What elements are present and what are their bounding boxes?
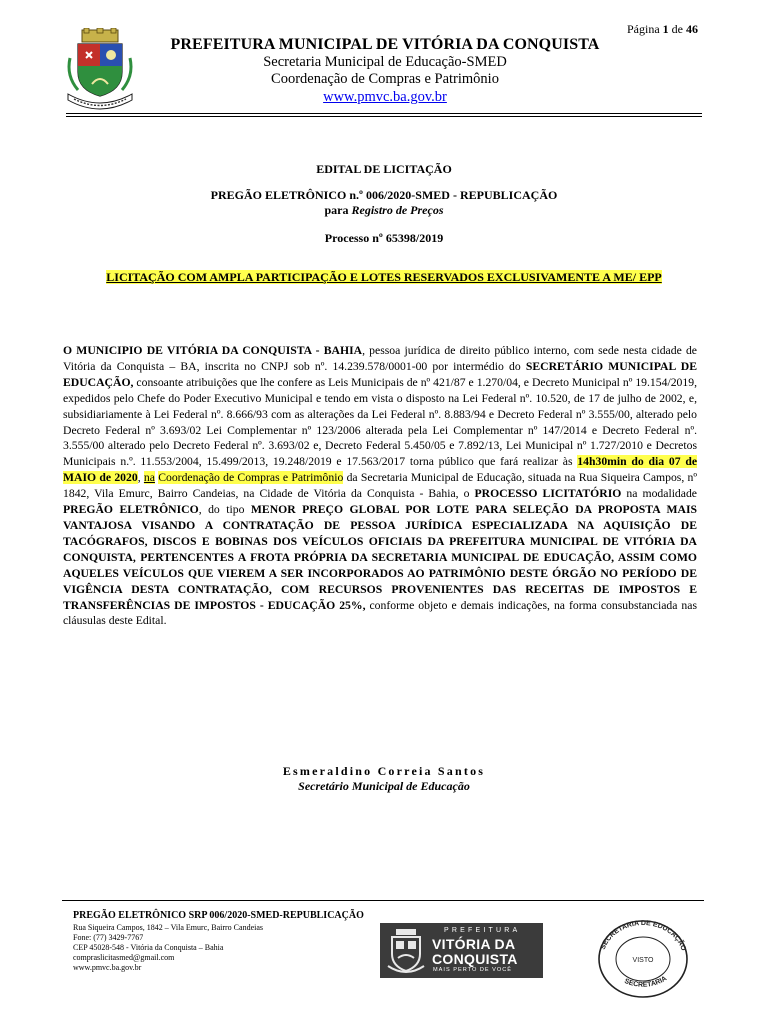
body-pregao-bold: PREGÃO ELETRÔNICO <box>63 503 199 517</box>
logo-line2: CONQUISTA <box>432 951 518 967</box>
pregao-line: PREGÃO ELETRÔNICO n.º 006/2020-SMED - REPUBLICAÇÃO <box>210 188 558 202</box>
registro-line <box>64 203 704 218</box>
processo-line: Processo nº 65398/2019 <box>324 231 444 245</box>
footer-phone: Fone: (77) 3429-7767 <box>73 933 144 942</box>
page-current: 1 <box>662 22 669 36</box>
stamp-center-text: VISTO <box>632 957 654 964</box>
page-total: 46 <box>686 22 698 36</box>
edital-title: EDITAL DE LICITAÇÃO <box>316 162 452 176</box>
body-text-4: na modalidade <box>621 487 697 501</box>
footer-email[interactable]: compraslicitasmed@gmail.com <box>73 953 175 962</box>
logo-tagline: MAIS PERTO DE VOCÊ <box>433 967 513 973</box>
org-title: PREFEITURA MUNICIPAL DE VITÓRIA DA CONQUISTA <box>170 36 600 53</box>
coat-of-arms-icon <box>64 28 136 110</box>
body-text-2: consoante atribuições que lhe confere as Leis Municipais de nº 421/87 e 1.270/04, e Decreto Municipal nº 19.154/2019, expedidos pelo Chefe do Poder Executivo Municipal e tendo em vista o disposto na Lei Federal nº. 10.520, de 17 de julho de 2002, e, subsidiariamente à Lei Federal nº. 8.666/93 com as alterações da Lei Federal nº. 8.883/94 e Decreto Federal nº 3.555/00, alterado pelo Decreto Federal nº 3.693/02 Lei Complementar nº 123/2006 alterada pela Lei Complementar nº 147/2014 e Decreto Federal nº. 3.555/00 alterado pelo Decreto Federal nº. 3.693/02 e, Decreto Federal 5.450/05 e 7.892/13, Lei Municipal nº 1.727/2010 e Decretos Municipais n.º. 11.553/2004, 15.499/2013, 19.248/2019 e 17.563/2017 torna público que fará realizar às <box>63 375 697 469</box>
footer-divider <box>62 900 704 901</box>
body-objeto-bold: MENOR PREÇO GLOBAL POR LOTE PARA SELEÇÃO DA PROPOSTA MAIS VANTAJOSA VISANDO A CONTRATAÇÃO DE PESSOA JURÍDICA ESPECIALIZADA NA AQUISIÇÃO DE TACÓGRAFOS, DISCOS E BOBINAS DOS VEÍCULOS OFICIAIS DA PREFEITURA MUNICIPAL DE VITÓRIA DA CONQUISTA, PERTENCENTES A FROTA PRÓPRIA DA SECRETARIA MUNICIPAL DE EDUCAÇÃO, ASSIM COMO AQUELES VEÍCULOS QUE VIEREM A SER INCORPORADOS AO PATRIMÔNIO DESTE ÓRGÃO NO PERÍODO DE VIGÊNCIA DESTA CONTRATAÇÃO, COM RECURSOS PROVENIENTES DAS RECEITAS DE IMPOSTOS E TRANSFERÊNCIAS DE IMPOSTOS - EDUCAÇÃO 25%, <box>63 503 698 612</box>
page-label: Página <box>627 22 660 36</box>
body-processo-bold: PROCESSO LICITATÓRIO <box>474 487 622 501</box>
body-place-highlight-b: Coordenação de Compras e Patrimônio <box>158 471 344 485</box>
signature-role: Secretário Municipal de Educação <box>298 779 470 793</box>
body-place-highlight-a: na <box>143 471 155 485</box>
registro-italic: Registro de Preços <box>351 203 444 217</box>
signature-name: Esmeraldino Correia Santos <box>282 764 486 778</box>
page-number <box>627 22 698 37</box>
stamp-bottom-text: SECRETARIA <box>623 975 669 989</box>
licitacao-banner-text: LICITAÇÃO COM AMPLA PARTICIPAÇÃO E LOTES RESERVADOS EXCLUSIVAMENTE A ME/ EPP <box>106 270 662 284</box>
body-secretario-bold: SECRETÁRIO MUNICIPAL DE EDUCAÇÃO, <box>63 359 697 389</box>
registro-prefix: para <box>324 203 349 217</box>
body-text-6: conforme objeto e demais indicações, na forma consubstanciada nas cláusulas deste Edital. <box>63 598 697 628</box>
body-text-1: , pessoa jurídica de direito público interno, com sede nesta cidade de Vitória da Conquista – BA, inscrita no CNPJ sob nº. 14.239.578/0001-00 por intermédio do <box>63 344 697 373</box>
body-date-highlight: 14h30min do dia 07 de MAIO de 2020 <box>63 455 698 485</box>
body-text-3: da Secretaria Municipal de Educação, situada na Rua Siqueira Campos, nº 1842, Vila Emurc, Bairro Candeias, na Cidade de Vitória da Conquista - Bahia, o <box>63 471 697 501</box>
footer-website[interactable]: www.pmvc.ba.gov.br <box>73 963 142 972</box>
body-text-5: , do tipo <box>198 503 251 517</box>
org-subtitle-coordenacao: Coordenação de Compras e Patrimônio <box>271 71 499 87</box>
svg-text:SECRETARIA <box>623 975 668 989</box>
logo-prefeitura: PREFEITURA <box>444 927 521 934</box>
page-of: de <box>671 22 683 36</box>
body-paragraph <box>63 343 697 629</box>
org-website-row <box>150 88 620 106</box>
header-divider-thick <box>66 113 702 114</box>
header-divider-thin <box>66 116 702 117</box>
footer-address: Rua Siqueira Campos, 1842 – Vila Emurc, Bairro Candeias <box>73 923 264 932</box>
stamp-top-text: SECRETARIA DE EDUCAÇÃO <box>599 919 687 952</box>
body-comma: , <box>137 471 141 485</box>
svg-text:SECRETARIA DE EDUCAÇÃO <box>600 920 687 952</box>
visto-stamp-icon <box>593 917 693 1001</box>
footer-cep: CEP 45028-548 - Vitória da Conquista – Bahia <box>73 943 224 952</box>
licitacao-banner <box>64 270 704 285</box>
logo-line1: VITÓRIA DA <box>432 936 516 952</box>
city-emblem-icon <box>384 926 428 976</box>
org-subtitle-secretaria: Secretaria Municipal de Educação-SMED <box>263 54 507 70</box>
org-website-link[interactable]: www.pmvc.ba.gov.br <box>323 89 447 105</box>
footer-title: PREGÃO ELETRÔNICO SRP 006/2020-SMED-REPUBLICAÇÃO <box>73 910 364 921</box>
body-municipio-bold: O MUNICIPIO DE VITÓRIA DA CONQUISTA - BAHIA <box>63 344 363 357</box>
